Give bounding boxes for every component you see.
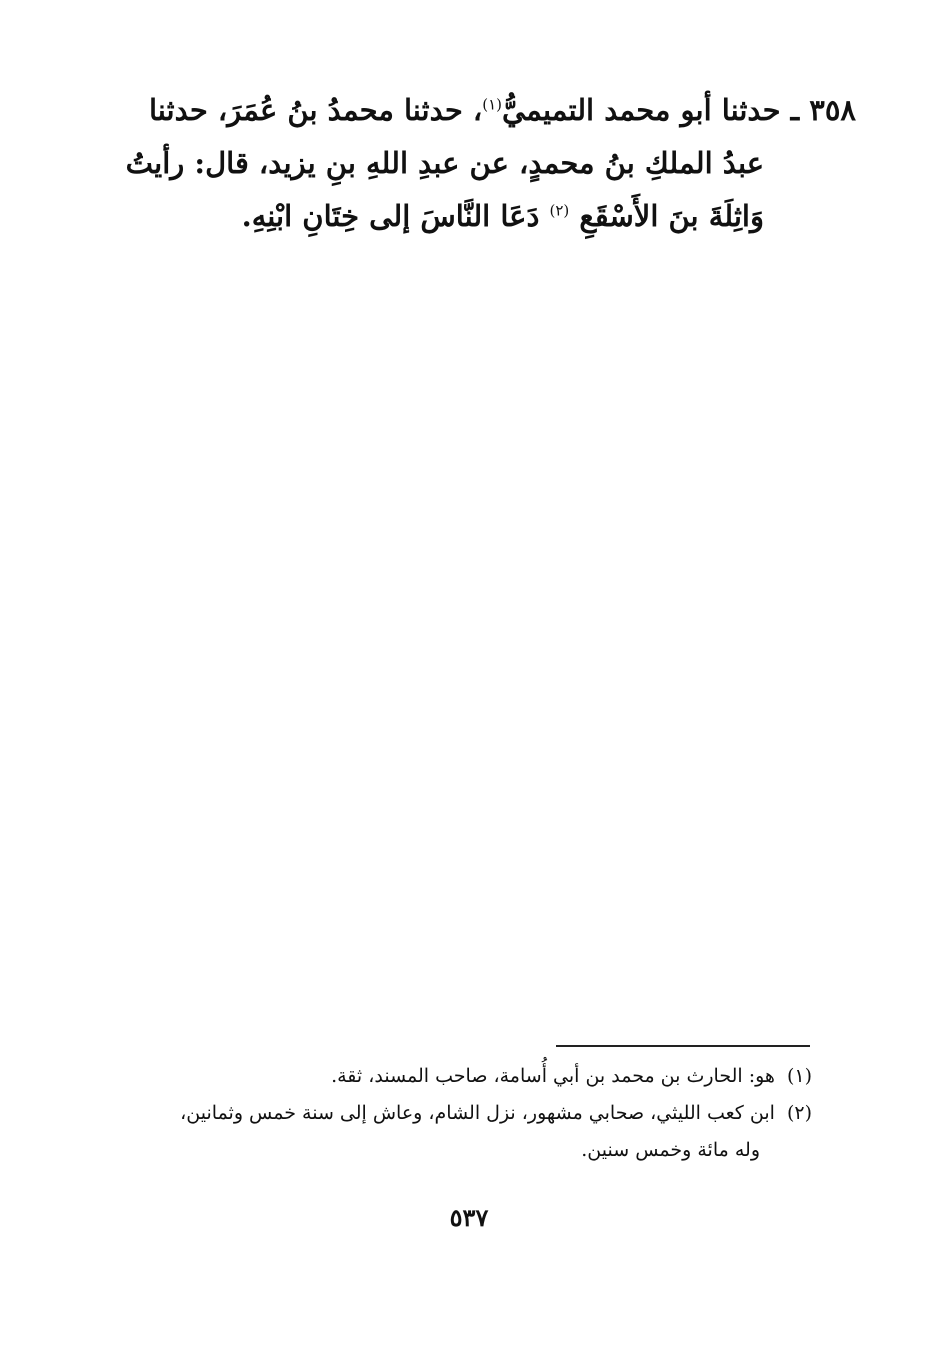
footnote-2-text-line-1: ابن كعب الليثي، صحابي مشهور، نزل الشام، وعاش إلى سنة خمس وثمانين، [180, 1102, 775, 1124]
hadith-line-1-start: ـ حدثنا أبو محمد التميميُّ [502, 93, 800, 127]
hadith-line-1 [136, 84, 856, 137]
footnote-1-marker: (١) [786, 1065, 812, 1087]
footnotes [112, 1058, 812, 1169]
hadith-line-1-end: ، حدثنا محمدُ بنُ عُمَرَ، حدثنا [148, 93, 483, 127]
footnote-1-text: هو: الحارث بن محمد بن أبي أُسامة، صاحب المسند، ثقة. [331, 1065, 775, 1087]
hadith-line-3 [136, 190, 856, 243]
page-number: ٥٣٧ [449, 1203, 489, 1232]
footnote-2-continuation: وله مائة وخمس سنين. [581, 1139, 760, 1161]
hadith-line-3-start: وَاثِلَةَ بنَ الأَسْقَعِ [579, 199, 764, 233]
footnote-1 [112, 1058, 812, 1095]
hadith-text [125, 84, 856, 243]
footnote-2-marker: (٢) [786, 1102, 812, 1124]
footnote-separator [556, 1045, 810, 1047]
footnote-reference-2: (٢) [549, 201, 570, 220]
hadith-line-2: عبدُ الملكِ بنُ محمدٍ، عن عبدِ اللهِ بنِ يزيد، قال: رأيتُ [125, 146, 764, 180]
footnote-reference-1: (١) [482, 95, 503, 114]
hadith-line-3-end: دَعَا النَّاسَ إلى خِتَانِ ابْنِهِ. [241, 199, 540, 233]
hadith-number: ٣٥٨ [809, 93, 856, 127]
footnote-2 [112, 1095, 812, 1132]
